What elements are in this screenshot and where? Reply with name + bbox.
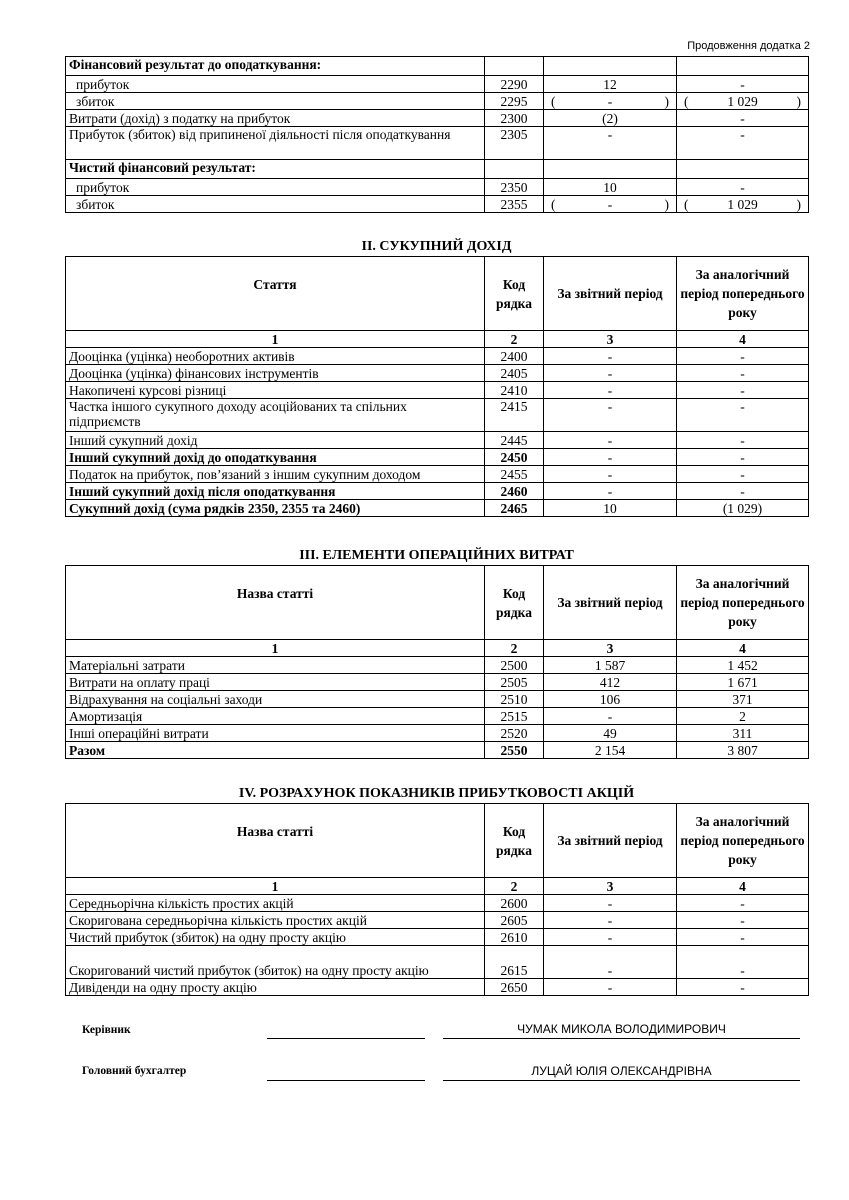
row-label: Прибуток (збиток) від припиненої діяльності після оподаткування	[66, 127, 485, 160]
director-name: ЧУМАК МИКОЛА ВОЛОДИМИРОВИЧ	[517, 1022, 726, 1036]
row-code: 2455	[485, 466, 544, 483]
table-row	[66, 708, 809, 725]
accountant-name: ЛУЦАЙ ЮЛІЯ ОЛЕКСАНДРІВНА	[531, 1064, 712, 1078]
value-cell: 371	[677, 691, 809, 708]
value-cell: -	[544, 895, 677, 912]
value-cell: -	[677, 348, 809, 365]
bracketed-number: -	[607, 197, 613, 212]
value-cell: -	[544, 979, 677, 996]
table-row	[66, 76, 809, 93]
open-bracket: (	[551, 197, 556, 212]
row-label: Скоригована середньорічна кількість простих акцій	[66, 912, 485, 929]
column-number: 4	[677, 878, 809, 895]
value-cell: -	[544, 946, 677, 979]
row-code: 2400	[485, 348, 544, 365]
value-cell: -	[677, 365, 809, 382]
table-row	[66, 127, 809, 160]
row-code: 2405	[485, 365, 544, 382]
row-code: 2460	[485, 483, 544, 500]
table-row	[66, 179, 809, 196]
value-cell: -	[544, 912, 677, 929]
value-cell: (2)	[544, 110, 677, 127]
table-row	[66, 691, 809, 708]
row-code: 2650	[485, 979, 544, 996]
bracketed-value	[680, 94, 805, 109]
value-cell: -	[677, 432, 809, 449]
table-row	[66, 110, 809, 127]
column-header: Назва статті	[66, 804, 485, 878]
bracketed-number: 1 029	[727, 197, 758, 212]
column-header: За аналогічний період попереднього року	[677, 566, 809, 640]
value-cell: -	[677, 895, 809, 912]
close-bracket: )	[796, 94, 801, 109]
row-code: 2610	[485, 929, 544, 946]
table-row	[66, 895, 809, 912]
table-row	[66, 946, 809, 979]
section-3-title: ІІІ. ЕЛЕМЕНТИ ОПЕРАЦІЙНИХ ВИТРАТ	[299, 548, 574, 563]
row-code: 2605	[485, 912, 544, 929]
value-cell	[677, 93, 809, 110]
row-code: 2305	[485, 127, 544, 160]
row-code: 2295	[485, 93, 544, 110]
operating-expenses-table	[65, 565, 809, 759]
row-label: Інший сукупний дохід до оподаткування	[66, 449, 485, 466]
column-header: Код рядка	[485, 804, 544, 878]
value-cell	[677, 160, 809, 179]
value-cell: -	[677, 912, 809, 929]
table-row	[66, 674, 809, 691]
value-cell: 10	[544, 179, 677, 196]
comprehensive-income-table	[65, 256, 809, 517]
column-number: 2	[485, 331, 544, 348]
value-cell: 1 671	[677, 674, 809, 691]
row-label: Інший сукупний дохід після оподаткування	[66, 483, 485, 500]
header-row	[66, 804, 809, 878]
column-number: 1	[66, 640, 485, 657]
open-bracket: (	[684, 94, 689, 109]
column-number: 3	[544, 878, 677, 895]
row-label: Витрати (дохід) з податку на прибуток	[66, 110, 485, 127]
table-row	[66, 466, 809, 483]
column-number: 1	[66, 331, 485, 348]
row-code: 2510	[485, 691, 544, 708]
table-row	[66, 93, 809, 110]
value-cell: -	[544, 449, 677, 466]
value-cell: (1 029)	[677, 500, 809, 517]
row-code: 2290	[485, 76, 544, 93]
column-header: За звітний період	[544, 257, 677, 331]
table-row	[66, 742, 809, 759]
row-label: Сукупний дохід (сума рядків 2350, 2355 та 2460)	[66, 500, 485, 517]
row-code	[485, 57, 544, 76]
value-cell: -	[677, 179, 809, 196]
column-header: За аналогічний період попереднього року	[677, 804, 809, 878]
table-row	[66, 483, 809, 500]
row-label: Дооцінка (уцінка) фінансових інструментів	[66, 365, 485, 382]
row-label: Витрати на оплату праці	[66, 674, 485, 691]
header-row	[66, 257, 809, 331]
row-code: 2520	[485, 725, 544, 742]
value-cell: 412	[544, 674, 677, 691]
value-cell: -	[544, 483, 677, 500]
value-cell: -	[544, 929, 677, 946]
header-row	[66, 566, 809, 640]
row-code: 2500	[485, 657, 544, 674]
column-number-row	[66, 331, 809, 348]
row-label: збиток	[66, 196, 485, 213]
value-cell	[544, 93, 677, 110]
value-cell: -	[677, 382, 809, 399]
row-code: 2615	[485, 946, 544, 979]
row-code	[485, 160, 544, 179]
row-label: збиток	[66, 93, 485, 110]
value-cell: 49	[544, 725, 677, 742]
value-cell: -	[544, 708, 677, 725]
close-bracket: )	[796, 197, 801, 212]
value-cell: -	[677, 946, 809, 979]
row-label: прибуток	[66, 76, 485, 93]
column-number: 4	[677, 331, 809, 348]
value-cell: -	[677, 979, 809, 996]
row-label: Амортизація	[66, 708, 485, 725]
value-cell	[544, 57, 677, 76]
value-cell: -	[677, 110, 809, 127]
accountant-name-line	[443, 1080, 800, 1081]
row-label: Фінансовий результат до оподаткування:	[66, 57, 485, 76]
value-cell: 1 587	[544, 657, 677, 674]
value-cell: 12	[544, 76, 677, 93]
close-bracket: )	[664, 94, 669, 109]
value-cell: -	[544, 382, 677, 399]
row-label: Дооцінка (уцінка) необоротних активів	[66, 348, 485, 365]
row-code: 2465	[485, 500, 544, 517]
table-row	[66, 912, 809, 929]
value-cell: 1 452	[677, 657, 809, 674]
value-cell: 311	[677, 725, 809, 742]
row-code: 2550	[485, 742, 544, 759]
table-row	[66, 979, 809, 996]
open-bracket: (	[684, 197, 689, 212]
row-code: 2450	[485, 449, 544, 466]
value-cell: 2 154	[544, 742, 677, 759]
table-row	[66, 725, 809, 742]
value-cell: -	[544, 432, 677, 449]
bracketed-number: -	[607, 94, 613, 109]
row-label: Податок на прибуток, пов’язаний з іншим сукупним доходом	[66, 466, 485, 483]
column-number: 4	[677, 640, 809, 657]
row-code: 2515	[485, 708, 544, 725]
row-label: Інші операційні витрати	[66, 725, 485, 742]
row-code: 2415	[485, 399, 544, 432]
value-cell	[544, 160, 677, 179]
column-header: Стаття	[66, 257, 485, 331]
column-number: 3	[544, 331, 677, 348]
row-label: Середньорічна кількість простих акцій	[66, 895, 485, 912]
table-row	[66, 657, 809, 674]
value-cell: -	[677, 127, 809, 160]
table-row	[66, 160, 809, 179]
value-cell: 106	[544, 691, 677, 708]
value-cell: -	[544, 399, 677, 432]
director-label: Керівник	[82, 1024, 131, 1036]
value-cell: -	[544, 127, 677, 160]
row-code: 2505	[485, 674, 544, 691]
value-cell: -	[677, 483, 809, 500]
value-cell: -	[544, 466, 677, 483]
accountant-label: Головний бухгалтер	[82, 1065, 187, 1077]
row-label: Інший сукупний дохід	[66, 432, 485, 449]
section-4-title: IV. РОЗРАХУНОК ПОКАЗНИКІВ ПРИБУТКОВОСТІ АКЦІЙ	[238, 786, 635, 801]
table-row	[66, 382, 809, 399]
row-label: Матеріальні затрати	[66, 657, 485, 674]
table-row	[66, 348, 809, 365]
continuation-note: Продовження додатка 2	[687, 40, 810, 52]
table-row	[66, 432, 809, 449]
column-number: 2	[485, 640, 544, 657]
bracketed-value	[547, 94, 673, 109]
table-row	[66, 500, 809, 517]
column-header: Код рядка	[485, 257, 544, 331]
table-row	[66, 449, 809, 466]
value-cell: 2	[677, 708, 809, 725]
row-code: 2300	[485, 110, 544, 127]
close-bracket: )	[664, 197, 669, 212]
director-name-line	[443, 1038, 800, 1039]
table-row	[66, 57, 809, 76]
column-number: 3	[544, 640, 677, 657]
row-label: Скоригований чистий прибуток (збиток) на одну просту акцію	[66, 946, 485, 979]
value-cell: -	[677, 466, 809, 483]
bracketed-value	[680, 197, 805, 212]
accountant-signature-line	[267, 1080, 425, 1081]
value-cell: -	[677, 449, 809, 466]
table-row	[66, 365, 809, 382]
column-header: За аналогічний період попереднього року	[677, 257, 809, 331]
column-number-row	[66, 640, 809, 657]
row-label: Відрахування на соціальні заходи	[66, 691, 485, 708]
share-profitability-table	[65, 803, 809, 996]
row-label: Чистий фінансовий результат:	[66, 160, 485, 179]
row-label: Накопичені курсові різниці	[66, 382, 485, 399]
row-code: 2600	[485, 895, 544, 912]
column-number: 2	[485, 878, 544, 895]
value-cell: 3 807	[677, 742, 809, 759]
value-cell: -	[544, 348, 677, 365]
value-cell	[544, 196, 677, 213]
column-number: 1	[66, 878, 485, 895]
value-cell	[677, 196, 809, 213]
table-row	[66, 399, 809, 432]
value-cell: -	[677, 929, 809, 946]
row-code: 2410	[485, 382, 544, 399]
director-signature-line	[267, 1038, 425, 1039]
open-bracket: (	[551, 94, 556, 109]
row-label: прибуток	[66, 179, 485, 196]
bracketed-value	[547, 197, 673, 212]
financial-result-table	[65, 56, 809, 213]
row-label: Дивіденди на одну просту акцію	[66, 979, 485, 996]
column-header: Назва статті	[66, 566, 485, 640]
value-cell: 10	[544, 500, 677, 517]
column-header: За звітний період	[544, 566, 677, 640]
row-code: 2445	[485, 432, 544, 449]
column-header: Код рядка	[485, 566, 544, 640]
table-row	[66, 196, 809, 213]
value-cell	[677, 57, 809, 76]
column-number-row	[66, 878, 809, 895]
row-label: Частка іншого сукупного доходу асоційованих та спільних підприємств	[66, 399, 485, 432]
value-cell: -	[677, 399, 809, 432]
row-label: Разом	[66, 742, 485, 759]
column-header: За звітний період	[544, 804, 677, 878]
row-code: 2355	[485, 196, 544, 213]
value-cell: -	[677, 76, 809, 93]
section-2-title: ІІ. СУКУПНИЙ ДОХІД	[361, 239, 512, 254]
bracketed-number: 1 029	[727, 94, 758, 109]
value-cell: -	[544, 365, 677, 382]
row-label: Чистий прибуток (збиток) на одну просту акцію	[66, 929, 485, 946]
table-row	[66, 929, 809, 946]
row-code: 2350	[485, 179, 544, 196]
